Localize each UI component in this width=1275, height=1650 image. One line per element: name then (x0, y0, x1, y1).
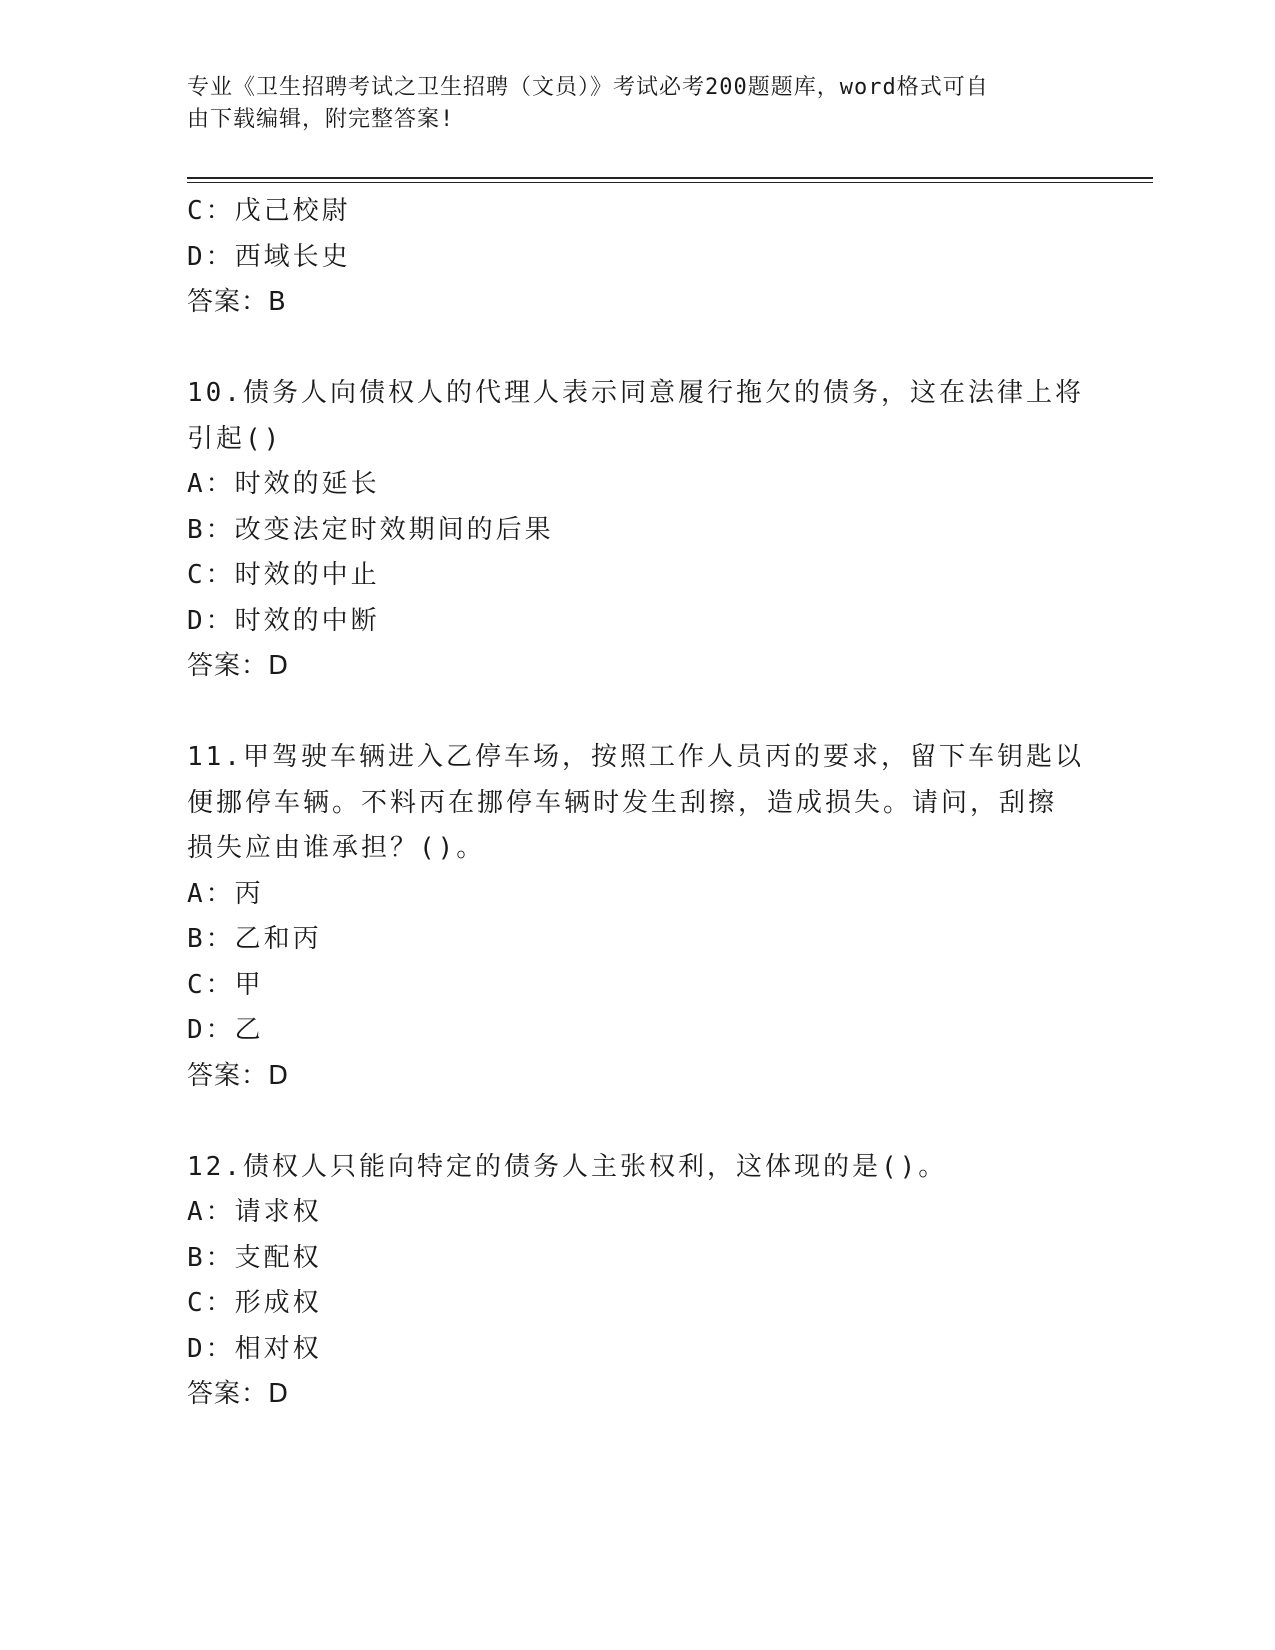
option-d: D：时效的中断 (187, 605, 380, 636)
question-stem-line: 引起() (187, 423, 283, 454)
question-11 (187, 735, 1087, 1099)
option-a: A：丙 (187, 878, 264, 909)
question-stem-line: 12.债权人只能向特定的债务人主张权利，这体现的是()。 (187, 1151, 948, 1182)
answer-line: 答案：D (187, 1379, 290, 1409)
answer-line: 答案：D (187, 1060, 290, 1091)
option-a: A：请求权 (187, 1197, 322, 1227)
option-c: C：戊己校尉 (187, 196, 351, 226)
header-divider-thin (187, 182, 1153, 183)
question-stem-line: 11.甲驾驶车辆进入乙停车场，按照工作人员丙的要求，留下车钥匙以 (187, 742, 1084, 772)
question-list (187, 189, 1087, 1418)
question-stem-line: 损失应由谁承担？()。 (187, 833, 486, 863)
option-b: B：支配权 (187, 1242, 322, 1273)
header-line-2: 由下载编辑，附完整答案! (187, 107, 455, 132)
option-c: C：时效的中止 (187, 560, 380, 590)
header-line-1: 专业《卫生招聘考试之卫生招聘（文员）》考试必考200题题库，word格式可自 (187, 75, 989, 100)
option-b: B：改变法定时效期间的后果 (187, 514, 554, 545)
question-fragment (187, 189, 1087, 326)
header-divider-thick (187, 177, 1153, 179)
spacer (187, 690, 1087, 736)
option-c: C：形成权 (187, 1288, 322, 1318)
question-stem-line: 10.债务人向债权人的代理人表示同意履行拖欠的债务，这在法律上将 (187, 378, 1084, 408)
answer-line: 答案：D (187, 651, 290, 681)
option-d: D：乙 (187, 1015, 264, 1045)
document-header (187, 72, 1067, 136)
question-12 (187, 1145, 1087, 1418)
option-b: B：乙和丙 (187, 924, 322, 954)
option-c: C：甲 (187, 969, 264, 1000)
question-stem-line: 便挪停车辆。不料丙在挪停车辆时发生刮擦，造成损失。请问，刮擦 (187, 787, 1058, 818)
spacer (187, 326, 1087, 372)
option-d: D：相对权 (187, 1333, 322, 1364)
option-d: D：西域长史 (187, 241, 351, 272)
option-a: A：时效的延长 (187, 469, 380, 499)
answer-line: 答案：B (187, 287, 287, 317)
spacer (187, 1099, 1087, 1145)
question-10 (187, 371, 1087, 690)
